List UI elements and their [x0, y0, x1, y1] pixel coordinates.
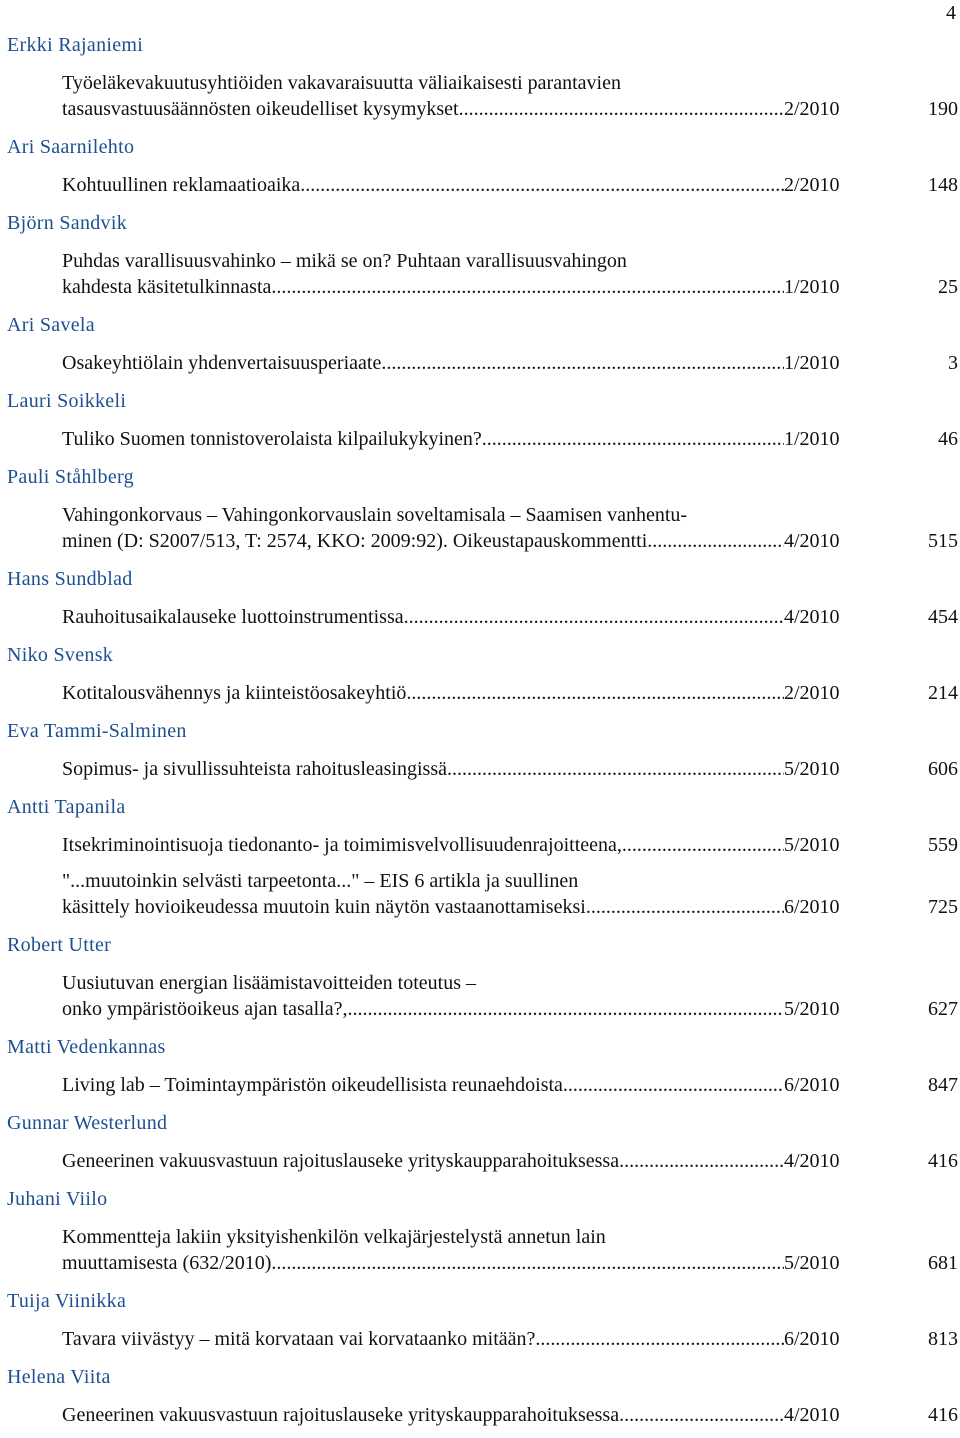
dot-leader: [535, 1326, 784, 1352]
author-name: Hans Sundblad: [7, 568, 133, 590]
index-entry: [62, 868, 958, 920]
index-entry: [62, 248, 958, 300]
page-reference: 681: [928, 1252, 958, 1274]
entry-title-line: käsittely hovioikeudessa muutoin kuin näytön vastaanottamiseksi: [62, 896, 586, 918]
page-reference: 847: [928, 1074, 958, 1096]
issue-number: 1/2010: [784, 352, 840, 374]
author-name: Björn Sandvik: [7, 212, 128, 234]
entry-reference-row: [62, 1148, 958, 1174]
entry-reference-row: [62, 274, 958, 300]
dot-leader: [586, 894, 784, 920]
entry-title-line: kahdesta käsitetulkinnasta: [62, 276, 272, 298]
index-entry: [62, 350, 958, 376]
issue-number: 2/2010: [784, 682, 840, 704]
page-reference: 416: [928, 1150, 958, 1172]
issue-number: 1/2010: [784, 428, 840, 450]
dot-leader: [619, 1402, 784, 1428]
page-reference: 214: [928, 682, 958, 704]
entry-reference-row: [62, 894, 958, 920]
author-name: Juhani Viilo: [7, 1188, 108, 1210]
dot-leader: [459, 96, 784, 122]
issue-number: 4/2010: [784, 1404, 840, 1426]
issue-number: 2/2010: [784, 174, 840, 196]
author-name: Helena Viita: [7, 1366, 111, 1388]
dot-leader: [381, 350, 784, 376]
dot-leader: [406, 680, 784, 706]
index-entry: [62, 70, 958, 122]
author-index: [0, 24, 960, 1438]
entry-reference-row: [62, 1250, 958, 1276]
page-reference: 25: [938, 276, 958, 298]
entry-title-line: Kommentteja lakiin yksityishenkilön velkajärjestelystä annetun lain: [62, 1226, 606, 1248]
index-entry: [62, 1148, 958, 1174]
entry-title-line: Työeläkevakuutusyhtiöiden vakavaraisuutta väliaikaisesti parantavien: [62, 72, 621, 94]
issue-number: 6/2010: [784, 896, 840, 918]
page-reference: 3: [948, 352, 958, 374]
entry-title-line: Tavara viivästyy – mitä korvataan vai korvataanko mitään?: [62, 1328, 536, 1350]
entry-reference-row: [62, 172, 958, 198]
author-name: Ari Saarnilehto: [7, 136, 135, 158]
entry-title-line: Sopimus- ja sivullissuhteista rahoitusleasingissä: [62, 758, 447, 780]
page-reference: 725: [928, 896, 958, 918]
page-reference: 515: [928, 530, 958, 552]
entry-title-line: Vahingonkorvaus – Vahingonkorvauslain soveltamisala – Saamisen vanhentu-: [62, 504, 688, 526]
entry-title-line: Uusiutuvan energian lisäämistavoitteiden toteutus –: [62, 972, 476, 994]
index-entry: [62, 680, 958, 706]
entry-reference-row: [62, 680, 958, 706]
page-reference: 454: [928, 606, 958, 628]
page-reference: 813: [928, 1328, 958, 1350]
entry-title-line: minen (D: S2007/513, T: 2574, KKO: 2009:92). Oikeustapauskommentti: [62, 530, 648, 552]
issue-number: 4/2010: [784, 1150, 840, 1172]
entry-title-line: "...muutoinkin selvästi tarpeetonta..." – EIS 6 artikla ja suullinen: [62, 870, 579, 892]
index-entry: [62, 970, 958, 1022]
index-entry: [62, 426, 958, 452]
page-reference: 148: [928, 174, 958, 196]
entry-title-line: Kohtuullinen reklamaatioaika: [62, 174, 301, 196]
author-name: Matti Vedenkannas: [7, 1036, 166, 1058]
issue-number: 2/2010: [784, 98, 840, 120]
entry-title-line: tasausvastuusäännösten oikeudelliset kysymykset: [62, 98, 459, 120]
page-reference: 46: [938, 428, 958, 450]
entry-reference-row: [62, 604, 958, 630]
entry-title-line: Puhdas varallisuusvahinko – mikä se on? Puhtaan varallisuusvahingon: [62, 250, 627, 272]
dot-leader: [482, 426, 784, 452]
entry-title-line: onko ympäristöoikeus ajan tasalla?,: [62, 998, 348, 1020]
index-entry: [62, 1326, 958, 1352]
issue-number: 5/2010: [784, 834, 840, 856]
dot-leader: [404, 604, 784, 630]
dot-leader: [447, 756, 784, 782]
page-reference: 627: [928, 998, 958, 1020]
author-name: Erkki Rajaniemi: [7, 34, 144, 56]
entry-reference-row: [62, 426, 958, 452]
author-name: Antti Tapanila: [7, 796, 126, 818]
entry-title-line: Geneerinen vakuusvastuun rajoituslauseke yrityskaupparahoituksessa: [62, 1150, 620, 1172]
entry-title-line: Rauhoitusaikalauseke luottoinstrumentissa: [62, 606, 404, 628]
entry-reference-row: [62, 350, 958, 376]
page-number: 4: [946, 2, 956, 24]
index-entry: [62, 1072, 958, 1098]
author-name: Eva Tammi-Salminen: [7, 720, 187, 742]
entry-reference-row: [62, 996, 958, 1022]
entry-title-line: Itsekriminointisuoja tiedonanto- ja toimimisvelvollisuudenrajoitteena,: [62, 834, 622, 856]
issue-number: 6/2010: [784, 1074, 840, 1096]
entry-reference-row: [62, 1326, 958, 1352]
dot-leader: [622, 832, 784, 858]
issue-number: 4/2010: [784, 530, 840, 552]
entry-reference-row: [62, 1402, 958, 1428]
index-entry: [62, 1402, 958, 1428]
entry-reference-row: [62, 756, 958, 782]
dot-leader: [271, 274, 784, 300]
issue-number: 4/2010: [784, 606, 840, 628]
page-reference: 606: [928, 758, 958, 780]
author-name: Gunnar Westerlund: [7, 1112, 168, 1134]
dot-leader: [647, 528, 784, 554]
page-reference: 190: [928, 98, 958, 120]
entry-reference-row: [62, 528, 958, 554]
dot-leader: [619, 1148, 784, 1174]
author-name: Robert Utter: [7, 934, 112, 956]
author-name: Niko Svensk: [7, 644, 114, 666]
dot-leader: [300, 172, 784, 198]
issue-number: 5/2010: [784, 758, 840, 780]
dot-leader: [563, 1072, 784, 1098]
entry-reference-row: [62, 1072, 958, 1098]
page-reference: 416: [928, 1404, 958, 1426]
author-name: Pauli Ståhlberg: [7, 466, 134, 488]
author-name: Lauri Soikkeli: [7, 390, 127, 412]
entry-reference-row: [62, 96, 958, 122]
issue-number: 1/2010: [784, 276, 840, 298]
issue-number: 5/2010: [784, 998, 840, 1020]
entry-reference-row: [62, 832, 958, 858]
author-name: Tuija Viinikka: [7, 1290, 127, 1312]
entry-title-line: muuttamisesta (632/2010): [62, 1252, 272, 1274]
issue-number: 5/2010: [784, 1252, 840, 1274]
dot-leader: [271, 1250, 784, 1276]
entry-title-line: Geneerinen vakuusvastuun rajoituslauseke yrityskaupparahoituksessa: [62, 1404, 620, 1426]
index-entry: [62, 1224, 958, 1276]
entry-title-line: Osakeyhtiölain yhdenvertaisuusperiaate: [62, 352, 382, 374]
index-entry: [62, 502, 958, 554]
author-name: Ari Savela: [7, 314, 95, 336]
page-reference: 559: [928, 834, 958, 856]
index-entry: [62, 832, 958, 858]
index-entry: [62, 172, 958, 198]
entry-title-line: Living lab – Toimintaympäristön oikeudellisista reunaehdoista: [62, 1074, 563, 1096]
issue-number: 6/2010: [784, 1328, 840, 1350]
entry-title-line: Kotitalousvähennys ja kiinteistöosakeyhtiö: [62, 682, 407, 704]
entry-title-line: Tuliko Suomen tonnistoverolaista kilpailukykyinen?: [62, 428, 482, 450]
index-entry: [62, 604, 958, 630]
index-entry: [62, 756, 958, 782]
dot-leader: [347, 996, 784, 1022]
